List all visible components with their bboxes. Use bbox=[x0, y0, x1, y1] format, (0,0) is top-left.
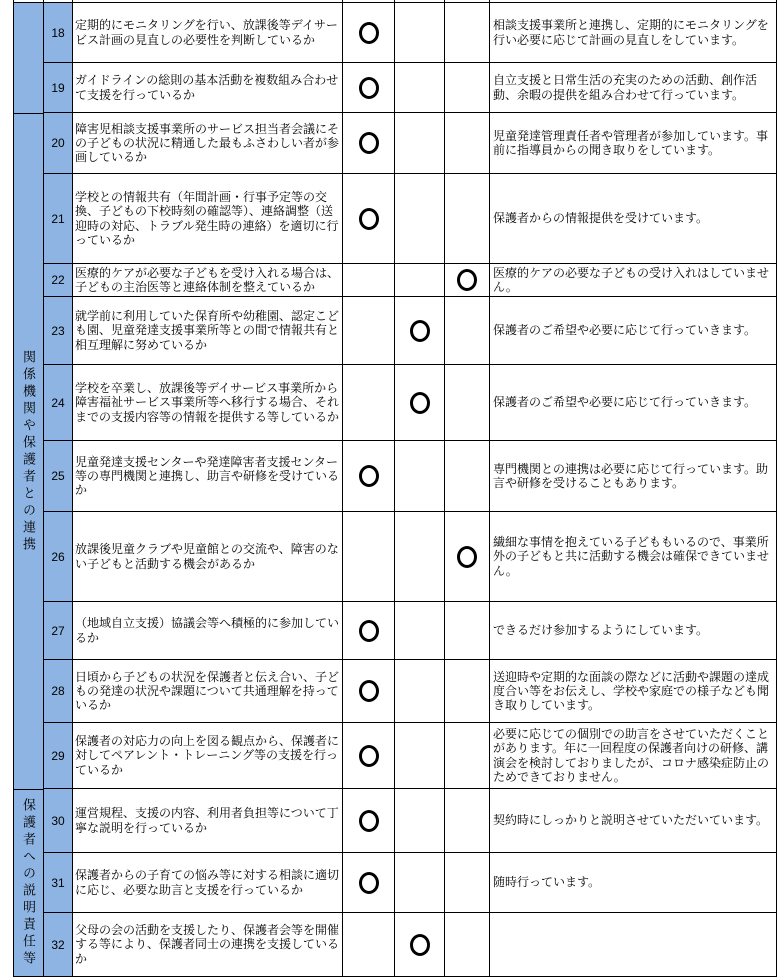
answer-cell-2 bbox=[395, 441, 445, 511]
question-cell: 運営規程、支援の内容、利用者負担等について丁寧な説明を行っているか bbox=[73, 789, 343, 852]
answer-cell-3 bbox=[445, 660, 490, 722]
table-row bbox=[44, 264, 777, 297]
table-row bbox=[44, 660, 777, 723]
question-cell: （地域自立支援）協議会等へ積極的に参加しているか bbox=[73, 602, 343, 659]
answer-cell-3 bbox=[445, 3, 490, 62]
question-cell: 児童発達支援センターや発達障害者支援センター等の専門機関と連携し、助言や研修を受けているか bbox=[73, 441, 343, 511]
answer-cell-1 bbox=[343, 297, 395, 364]
comment-cell: 医療的ケアの必要な子どもの受け入れはしていません。 bbox=[490, 264, 777, 296]
answer-cell-1 bbox=[343, 723, 395, 788]
answer-cell-3 bbox=[445, 441, 490, 511]
circle-mark bbox=[359, 872, 379, 894]
answer-cell-1 bbox=[343, 853, 395, 912]
question-cell: 日頃から子どもの状況を保護者と伝え合い、子どもの発達の状況や課題について共通理解を持っているか bbox=[73, 660, 343, 722]
grid-line-stub bbox=[342, 0, 343, 2]
circle-mark bbox=[359, 810, 379, 832]
table-row bbox=[44, 63, 777, 113]
table-row bbox=[44, 365, 777, 441]
circle-mark bbox=[359, 22, 379, 44]
category-cell-relations bbox=[14, 113, 44, 789]
table-row bbox=[44, 174, 777, 264]
comment-cell: 相談支援事業所と連携し、定期的にモニタリングを行い必要に応じて計画の見直しをしています。 bbox=[490, 3, 777, 62]
circle-mark bbox=[410, 392, 430, 414]
table-row bbox=[44, 723, 777, 789]
answer-cell-2 bbox=[395, 3, 445, 62]
answer-cell-1 bbox=[343, 913, 395, 976]
question-cell: 父母の会の活動を支援したり、保護者会等を開催する等により、保護者同士の連携を支援しているか bbox=[73, 913, 343, 976]
question-cell: 学校との情報共有（年間計画・行事予定等の交換、子どもの下校時刻の確認等）、連絡調整（送迎時の対応、トラブル発生時の連絡）を適切に行っているか bbox=[73, 174, 343, 263]
answer-cell-2 bbox=[395, 723, 445, 788]
answer-cell-3 bbox=[445, 789, 490, 852]
row-number-cell: 22 bbox=[44, 264, 73, 296]
category-cell-upper bbox=[14, 2, 44, 113]
row-number-cell: 31 bbox=[44, 853, 73, 912]
answer-cell-2 bbox=[395, 913, 445, 976]
question-cell: 学校を卒業し、放課後等デイサービス事業所から障害福祉サービス事業所等へ移行する場合、それまでの支援内容等の情報を提供する等しているか bbox=[73, 365, 343, 440]
answer-cell-2 bbox=[395, 63, 445, 112]
table-row bbox=[44, 512, 777, 602]
circle-mark bbox=[359, 132, 379, 154]
question-cell: 医療的ケアが必要な子どもを受け入れる場合は、子どもの主治医等と連絡体制を整えているか bbox=[73, 264, 343, 296]
row-number-cell: 23 bbox=[44, 297, 73, 364]
circle-mark bbox=[457, 546, 477, 568]
category-cell-accountability bbox=[14, 789, 44, 977]
circle-mark bbox=[359, 208, 379, 230]
answer-cell-2 bbox=[395, 297, 445, 364]
answer-cell-2 bbox=[395, 174, 445, 263]
row-number-cell: 27 bbox=[44, 602, 73, 659]
row-number-cell: 30 bbox=[44, 789, 73, 852]
category-label-accountability: 保護者への説明責任等 bbox=[21, 798, 36, 968]
comment-cell: 保護者からの情報提供を受けています。 bbox=[490, 174, 777, 263]
grid-line-stub bbox=[444, 0, 445, 2]
table-row bbox=[44, 113, 777, 174]
answer-cell-2 bbox=[395, 660, 445, 722]
comment-cell: できるだけ参加するようにしています。 bbox=[490, 602, 777, 659]
table-row bbox=[44, 789, 777, 853]
table-row bbox=[44, 441, 777, 512]
circle-mark bbox=[359, 465, 379, 487]
answer-cell-2 bbox=[395, 113, 445, 173]
answer-cell-3 bbox=[445, 853, 490, 912]
row-number-cell: 18 bbox=[44, 3, 73, 62]
answer-cell-1 bbox=[343, 63, 395, 112]
grid-line-stub bbox=[394, 0, 395, 2]
answer-cell-1 bbox=[343, 602, 395, 659]
circle-mark bbox=[457, 269, 477, 291]
row-number-cell: 20 bbox=[44, 113, 73, 173]
table-row bbox=[44, 2, 777, 63]
answer-cell-3 bbox=[445, 723, 490, 788]
comment-cell: 必要に応じての個別での助言をさせていただくことがあります。年に一回程度の保護者向けの研修、講演会を検討しておりましたが、コロナ感染症防止のためできておりません。 bbox=[490, 723, 777, 788]
answer-cell-2 bbox=[395, 365, 445, 440]
question-cell: 放課後児童クラブや児童館との交流や、障害のない子どもと活動する機会があるか bbox=[73, 512, 343, 601]
outer-category-cell bbox=[0, 0, 14, 977]
answer-cell-3 bbox=[445, 63, 490, 112]
comment-cell: 繊細な事情を抱えている子どももいるので、事業所外の子どもと共に活動する機会は確保できていません。 bbox=[490, 512, 777, 601]
answer-cell-2 bbox=[395, 789, 445, 852]
comment-cell: 保護者のご希望や必要に応じて行っていきます。 bbox=[490, 365, 777, 440]
answer-cell-3 bbox=[445, 174, 490, 263]
answer-cell-3 bbox=[445, 512, 490, 601]
question-cell: 保護者からの子育ての悩み等に対する相談に適切に応じ、必要な助言と支援を行っているか bbox=[73, 853, 343, 912]
answer-cell-2 bbox=[395, 602, 445, 659]
grid-line-stub bbox=[489, 0, 490, 2]
circle-mark bbox=[359, 620, 379, 642]
comment-cell: 自立支援と日常生活の充実のための活動、創作活動、余暇の提供を組み合わせて行っています。 bbox=[490, 63, 777, 112]
comment-cell bbox=[490, 913, 777, 976]
row-number-cell: 26 bbox=[44, 512, 73, 601]
answer-cell-1 bbox=[343, 365, 395, 440]
answer-cell-1 bbox=[343, 441, 395, 511]
answer-cell-1 bbox=[343, 264, 395, 296]
circle-mark bbox=[359, 77, 379, 99]
answer-cell-3 bbox=[445, 913, 490, 976]
circle-mark bbox=[359, 680, 379, 702]
table-row bbox=[44, 853, 777, 913]
answer-cell-3 bbox=[445, 365, 490, 440]
answer-cell-2 bbox=[395, 512, 445, 601]
row-number-cell: 24 bbox=[44, 365, 73, 440]
row-number-cell: 25 bbox=[44, 441, 73, 511]
answer-cell-1 bbox=[343, 512, 395, 601]
answer-cell-3 bbox=[445, 297, 490, 364]
category-label-relations: 関係機関や保護者との連携 bbox=[21, 349, 36, 554]
question-cell: 保護者の対応力の向上を図る観点から、保護者に対してペアレント・トレーニング等の支援を行っているか bbox=[73, 723, 343, 788]
question-cell: 定期的にモニタリングを行い、放課後等デイサービス計画の見直しの必要性を判断しているか bbox=[73, 3, 343, 62]
comment-cell: 随時行っています。 bbox=[490, 853, 777, 912]
question-cell: 就学前に利用していた保育所や幼稚園、認定こども園、児童発達支援事業所等との間で情報共有と相互理解に努めているか bbox=[73, 297, 343, 364]
answer-cell-3 bbox=[445, 602, 490, 659]
answer-cell-1 bbox=[343, 113, 395, 173]
answer-cell-2 bbox=[395, 264, 445, 296]
row-number-cell: 32 bbox=[44, 913, 73, 976]
comment-cell: 送迎時や定期的な面談の際などに活動や課題の達成度合い等をお伝えし、学校や家庭での様子なども聞き取りしています。 bbox=[490, 660, 777, 722]
row-number-cell: 29 bbox=[44, 723, 73, 788]
answer-cell-1 bbox=[343, 3, 395, 62]
row-number-cell: 19 bbox=[44, 63, 73, 112]
circle-mark bbox=[359, 745, 379, 767]
table-row bbox=[44, 913, 777, 977]
answer-cell-1 bbox=[343, 174, 395, 263]
answer-cell-1 bbox=[343, 660, 395, 722]
answer-cell-2 bbox=[395, 853, 445, 912]
question-cell: ガイドラインの総則の基本活動を複数組み合わせて支援を行っているか bbox=[73, 63, 343, 112]
comment-cell: 契約時にしっかりと説明させていただいています。 bbox=[490, 789, 777, 852]
grid-line-stub bbox=[43, 0, 44, 2]
row-number-cell: 21 bbox=[44, 174, 73, 263]
table-row bbox=[44, 297, 777, 365]
comment-cell: 児童発達管理責任者や管理者が参加しています。事前に指導員からの聞き取りをしています。 bbox=[490, 113, 777, 173]
answer-cell-3 bbox=[445, 113, 490, 173]
row-number-cell: 28 bbox=[44, 660, 73, 722]
answer-cell-3 bbox=[445, 264, 490, 296]
comment-cell: 専門機関との連携は必要に応じて行っています。助言や研修を受けることもあります。 bbox=[490, 441, 777, 511]
grid-line-stub bbox=[72, 0, 73, 2]
circle-mark bbox=[410, 320, 430, 342]
question-cell: 障害児相談支援事業所のサービス担当者会議にその子どもの状況に精通した最もふさわしい者が参画しているか bbox=[73, 113, 343, 173]
circle-mark bbox=[410, 934, 430, 956]
comment-cell: 保護者のご希望や必要に応じて行っていきます。 bbox=[490, 297, 777, 364]
grid-line-stub bbox=[776, 0, 777, 2]
answer-cell-1 bbox=[343, 789, 395, 852]
table-row bbox=[44, 602, 777, 660]
